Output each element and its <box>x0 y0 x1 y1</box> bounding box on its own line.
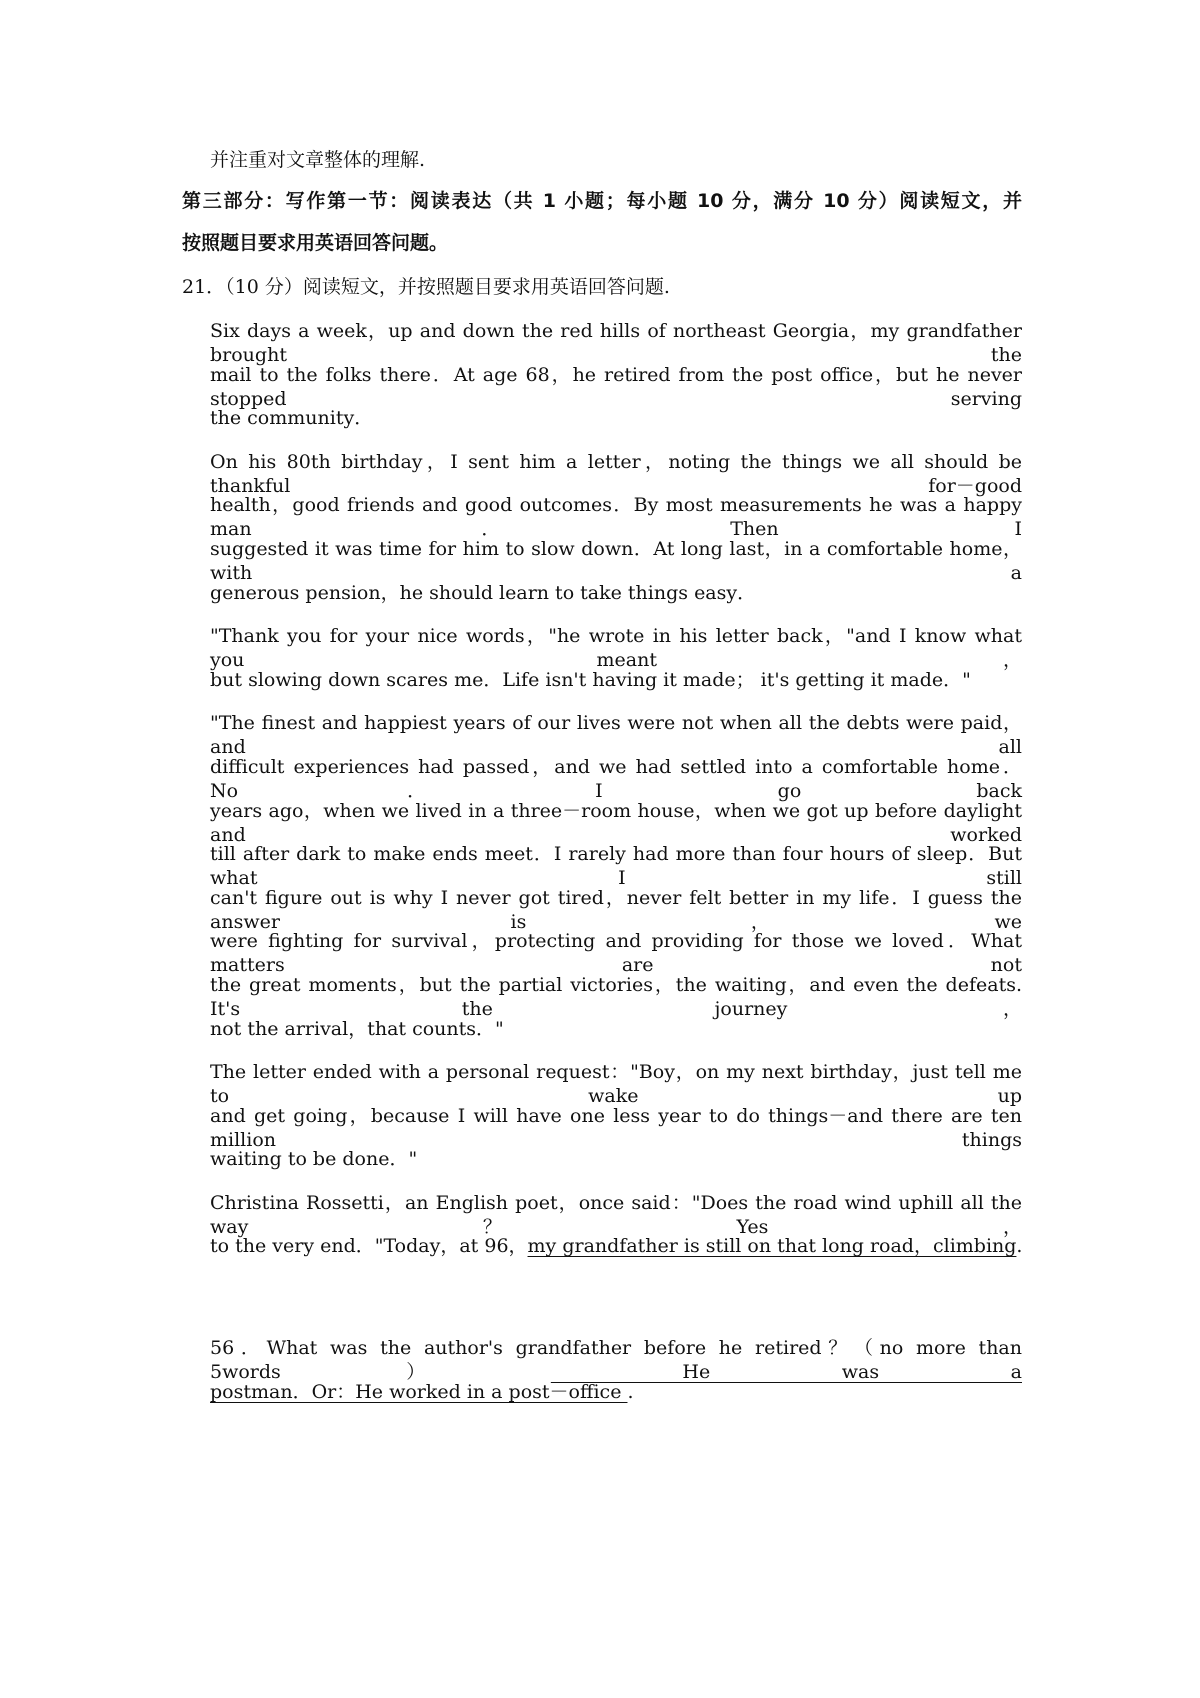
passage-line: difficult experiences had passed，and we had settled into a comfortable home．No．I go back <box>210 756 1022 802</box>
passage-line: till after dark to make ends meet．I rarely had more than four hours of sleep．But what I still <box>210 843 1022 890</box>
passage-line: The letter ended with a personal request："Boy，on my next birthday，just tell me to wake up <box>210 1061 1022 1108</box>
passage-line: Six days a week，up and down the red hills of northeast Georgia，my grandfather brought the <box>210 320 1022 366</box>
passage-line: generous pension，he should learn to take things easy． <box>210 581 757 604</box>
underlined-phrase: my grandfather is still on that long road，climbing <box>527 1235 1017 1257</box>
passage-line: waiting to be done．" <box>210 1148 418 1171</box>
sub-question-prompt: 56．What was the author's grandfather before he retired？（no more than 5words） <box>210 1337 1022 1383</box>
passage-line: "The finest and happiest years of our lives were not when all the debts were paid，and all <box>210 712 1022 759</box>
passage-line: and get going，because I will have one less year to do things－and there are ten million things <box>210 1104 1022 1151</box>
section-heading-line-1: 第三部分：写作第一节：阅读表达（共 1 小题；每小题 10 分，满分 10 分）阅读短文，并 <box>182 190 1022 212</box>
passage-line: "Thank you for your nice words，"he wrote in his letter back，"and I know what you meant， <box>210 625 1022 672</box>
passage-line: were fighting for survival，protecting and providing for those we loved．What matters are not <box>210 930 1022 977</box>
carryover-text: 并注重对文章整体的理解. <box>210 149 426 171</box>
passage-line: years ago，when we lived in a three－room house，when we got up before daylight and worked <box>210 799 1022 846</box>
final-line-suffix: . <box>1016 1235 1023 1257</box>
sub-question-line-1 <box>210 1336 1022 1384</box>
final-line-prefix: to the very end．"Today，at 96， <box>210 1235 528 1257</box>
passage-line: mail to the folks there．At age 68，he retired from the post office，but he never stopped serving <box>210 363 1022 410</box>
passage-line: On his 80th birthday，I sent him a letter，noting the things we all should be thankful for－good <box>210 450 1022 497</box>
passage-line: but slowing down scares me．Life isn't having it made； it's getting it made．" <box>210 668 971 691</box>
sub-question-line-2 <box>210 1380 634 1404</box>
answer-blank-part-2: postman．Or：He worked in a post－office <box>210 1381 628 1403</box>
passage-line: health，good friends and good outcomes．By most measurements he was a happy man．Then I <box>210 494 1022 541</box>
section-heading-line-2: 按照题目要求用英语回答问题。 <box>182 232 449 254</box>
passage-line: the great moments，but the partial victories，the waiting，and even the defeats. It's the journey， <box>210 974 1022 1020</box>
question-number-label: 21．（10 分）阅读短文，并按照题目要求用英语回答问题. <box>182 276 670 298</box>
passage-line: not the arrival，that counts．" <box>210 1017 504 1040</box>
passage-final-line <box>210 1234 1022 1258</box>
answer-blank-part-1: He was a <box>550 1361 1022 1383</box>
passage-line: the community． <box>210 407 374 430</box>
passage-line: suggested it was time for him to slow down．At long last，in a comfortable home，with a <box>210 538 1022 584</box>
answer-end-mark: . <box>627 1381 634 1403</box>
passage-line: can't figure out is why I never got tired，never felt better in my life．I guess the answer is，we <box>210 886 1022 933</box>
passage-line: Christina Rossetti，an English poet，once said："Does the road wind uphill all the way？Yes， <box>210 1192 1022 1238</box>
